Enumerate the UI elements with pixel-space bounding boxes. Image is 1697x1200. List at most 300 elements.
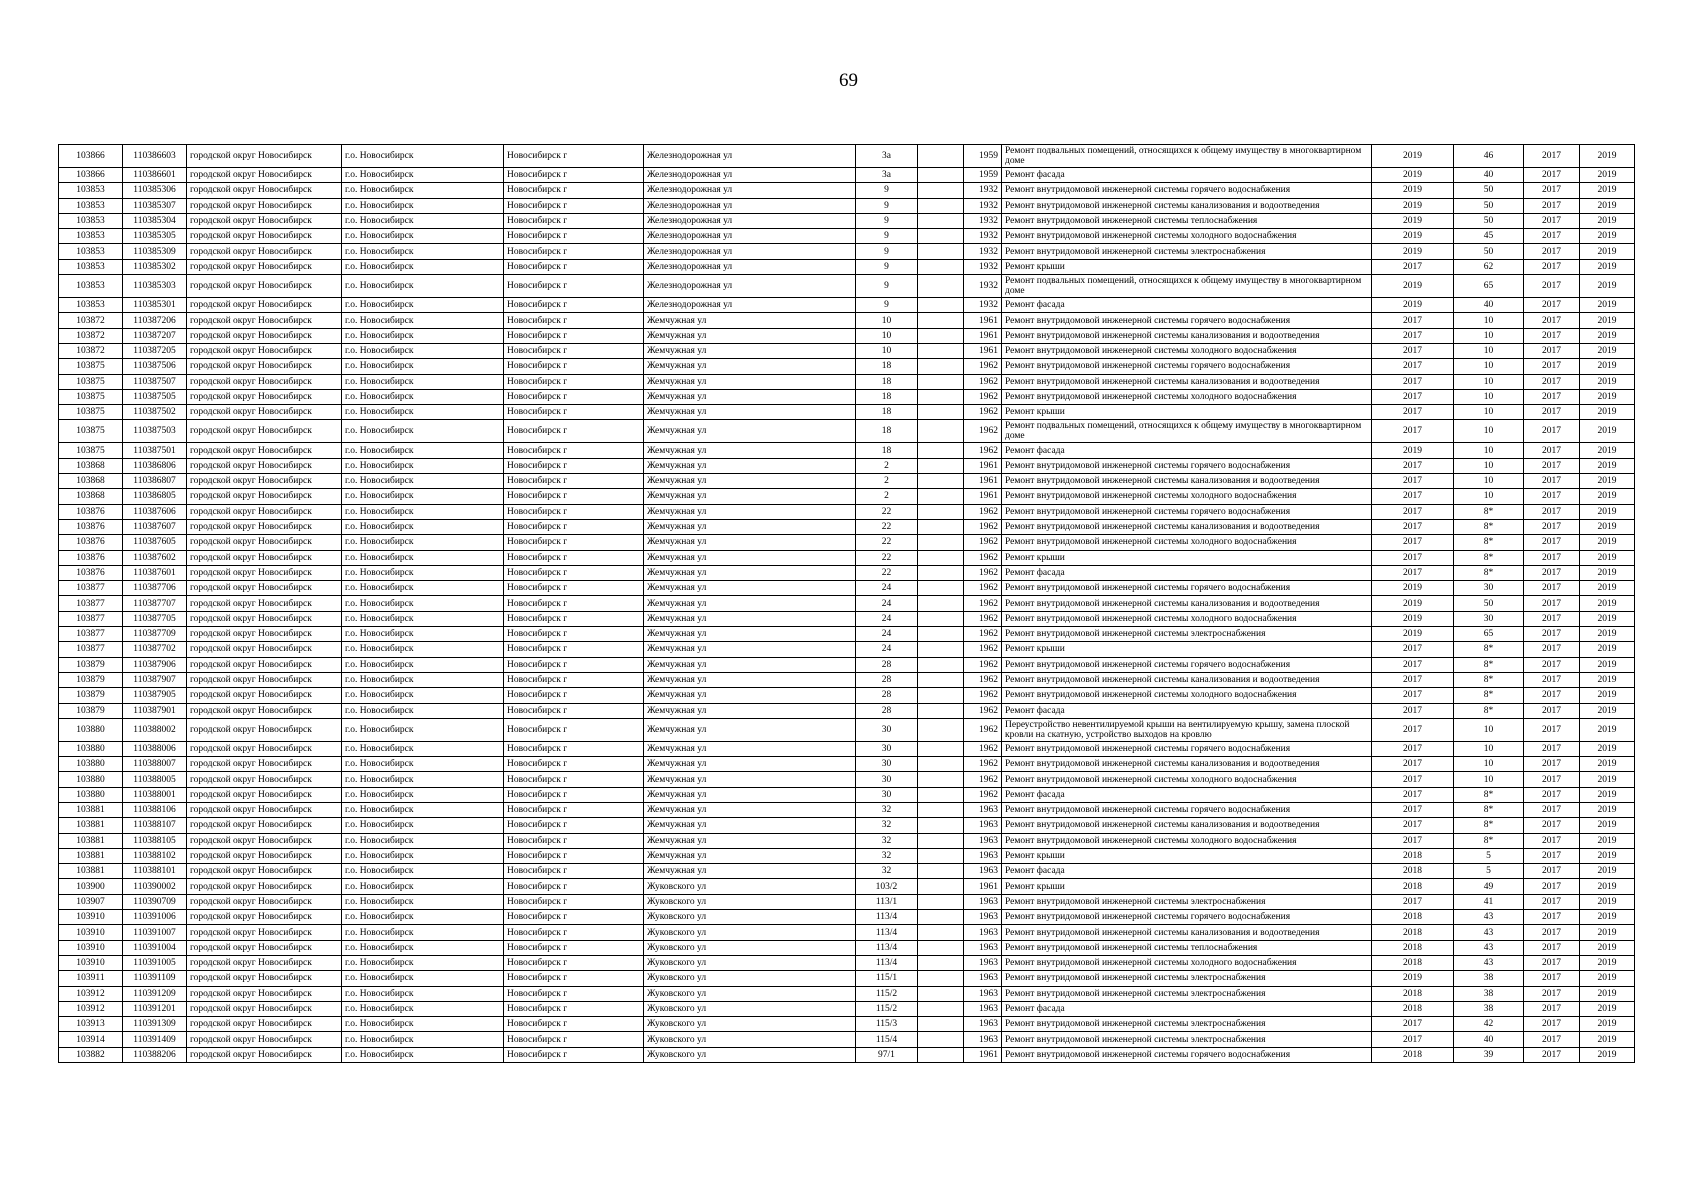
cell-house-id: 103876 xyxy=(59,565,123,580)
cell-element-id: 110391004 xyxy=(123,940,187,955)
cell-element-id: 110385303 xyxy=(123,275,187,298)
cell-work-type: Ремонт крыши xyxy=(1002,259,1372,274)
cell-house-number: 10 xyxy=(856,313,918,328)
cell-building xyxy=(918,955,964,970)
cell-element-id: 110387207 xyxy=(123,328,187,343)
cell-period-start: 2017 xyxy=(1524,940,1580,955)
cell-house-id: 103912 xyxy=(59,986,123,1001)
cell-period-start: 2017 xyxy=(1524,596,1580,611)
cell-settlement: г.о. Новосибирск xyxy=(342,833,504,848)
cell-work-type: Ремонт внутридомовой инженерной системы горячего водоснабжения xyxy=(1002,313,1372,328)
cell-year-built: 1963 xyxy=(964,955,1002,970)
cell-house-number: 2 xyxy=(856,458,918,473)
cell-year-built: 1961 xyxy=(964,328,1002,343)
cell-period-end: 2019 xyxy=(1580,925,1635,940)
cell-house-number: 24 xyxy=(856,596,918,611)
table-row xyxy=(59,183,1635,198)
cell-municipality: городской округ Новосибирск xyxy=(187,894,342,909)
cell-element-id: 110390709 xyxy=(123,894,187,909)
cell-year-built: 1932 xyxy=(964,198,1002,213)
cell-building xyxy=(918,802,964,817)
cell-element-id: 110387702 xyxy=(123,642,187,657)
cell-wear-percent: 39 xyxy=(1454,1047,1524,1062)
cell-settlement: г.о. Новосибирск xyxy=(342,1032,504,1047)
cell-building xyxy=(918,213,964,228)
cell-house-id: 103876 xyxy=(59,504,123,519)
cell-house-number: 113/4 xyxy=(856,955,918,970)
cell-city: Новосибирск г xyxy=(504,313,644,328)
cell-house-id: 103879 xyxy=(59,703,123,718)
cell-period-end: 2019 xyxy=(1580,275,1635,298)
cell-house-number: 30 xyxy=(856,741,918,756)
table-row xyxy=(59,879,1635,894)
cell-element-id: 110386603 xyxy=(123,145,187,168)
table-row xyxy=(59,833,1635,848)
cell-work-type: Ремонт подвальных помещений, относящихся к общему имуществу в многоквартирном доме xyxy=(1002,145,1372,168)
cell-house-number: 10 xyxy=(856,343,918,358)
cell-street: Железнодорожная ул xyxy=(644,298,856,313)
cell-settlement: г.о. Новосибирск xyxy=(342,313,504,328)
cell-wear-percent: 8* xyxy=(1454,642,1524,657)
cell-house-number: 113/4 xyxy=(856,940,918,955)
table-row xyxy=(59,611,1635,626)
cell-wear-percent: 8* xyxy=(1454,550,1524,565)
cell-work-type: Ремонт внутридомовой инженерной системы холодного водоснабжения xyxy=(1002,688,1372,703)
cell-building xyxy=(918,229,964,244)
cell-municipality: городской округ Новосибирск xyxy=(187,1047,342,1062)
table-row xyxy=(59,955,1635,970)
cell-building xyxy=(918,489,964,504)
cell-year-built: 1962 xyxy=(964,374,1002,389)
cell-municipality: городской округ Новосибирск xyxy=(187,1032,342,1047)
cell-municipality: городской округ Новосибирск xyxy=(187,328,342,343)
cell-work-type: Ремонт крыши xyxy=(1002,848,1372,863)
cell-building xyxy=(918,244,964,259)
cell-house-number: 18 xyxy=(856,420,918,443)
cell-planned-year: 2017 xyxy=(1372,259,1454,274)
cell-element-id: 110387901 xyxy=(123,703,187,718)
cell-period-start: 2017 xyxy=(1524,1047,1580,1062)
cell-work-type: Ремонт крыши xyxy=(1002,550,1372,565)
cell-planned-year: 2019 xyxy=(1372,229,1454,244)
table-row xyxy=(59,535,1635,550)
cell-house-number: 115/2 xyxy=(856,986,918,1001)
cell-street: Жемчужная ул xyxy=(644,657,856,672)
cell-settlement: г.о. Новосибирск xyxy=(342,550,504,565)
cell-period-start: 2017 xyxy=(1524,1017,1580,1032)
cell-work-type: Ремонт внутридомовой инженерной системы горячего водоснабжения xyxy=(1002,741,1372,756)
cell-period-start: 2017 xyxy=(1524,818,1580,833)
cell-planned-year: 2017 xyxy=(1372,1017,1454,1032)
cell-street: Железнодорожная ул xyxy=(644,168,856,183)
cell-planned-year: 2017 xyxy=(1372,343,1454,358)
cell-year-built: 1962 xyxy=(964,611,1002,626)
cell-street: Жемчужная ул xyxy=(644,504,856,519)
cell-wear-percent: 50 xyxy=(1454,183,1524,198)
cell-settlement: г.о. Новосибирск xyxy=(342,389,504,404)
cell-city: Новосибирск г xyxy=(504,275,644,298)
cell-wear-percent: 65 xyxy=(1454,275,1524,298)
cell-work-type: Ремонт внутридомовой инженерной системы канализования и водоотведения xyxy=(1002,198,1372,213)
cell-work-type: Ремонт внутридомовой инженерной системы горячего водоснабжения xyxy=(1002,581,1372,596)
cell-period-end: 2019 xyxy=(1580,642,1635,657)
cell-year-built: 1962 xyxy=(964,535,1002,550)
cell-work-type: Ремонт фасада xyxy=(1002,298,1372,313)
cell-settlement: г.о. Новосибирск xyxy=(342,474,504,489)
cell-municipality: городской округ Новосибирск xyxy=(187,374,342,389)
cell-planned-year: 2017 xyxy=(1372,405,1454,420)
cell-period-start: 2017 xyxy=(1524,565,1580,580)
cell-planned-year: 2019 xyxy=(1372,596,1454,611)
cell-period-start: 2017 xyxy=(1524,910,1580,925)
cell-period-start: 2017 xyxy=(1524,443,1580,458)
cell-planned-year: 2019 xyxy=(1372,627,1454,642)
cell-planned-year: 2019 xyxy=(1372,443,1454,458)
cell-settlement: г.о. Новосибирск xyxy=(342,818,504,833)
cell-period-start: 2017 xyxy=(1524,420,1580,443)
cell-settlement: г.о. Новосибирск xyxy=(342,458,504,473)
table-row xyxy=(59,374,1635,389)
cell-element-id: 110387502 xyxy=(123,405,187,420)
cell-element-id: 110390002 xyxy=(123,879,187,894)
table-row xyxy=(59,213,1635,228)
cell-planned-year: 2019 xyxy=(1372,971,1454,986)
cell-building xyxy=(918,940,964,955)
cell-year-built: 1959 xyxy=(964,168,1002,183)
cell-street: Жемчужная ул xyxy=(644,313,856,328)
cell-street: Жемчужная ул xyxy=(644,787,856,802)
cell-work-type: Ремонт внутридомовой инженерной системы холодного водоснабжения xyxy=(1002,772,1372,787)
cell-work-type: Ремонт внутридомовой инженерной системы теплоснабжения xyxy=(1002,213,1372,228)
cell-work-type: Ремонт внутридомовой инженерной системы холодного водоснабжения xyxy=(1002,229,1372,244)
capital-repair-table xyxy=(58,144,1635,1063)
cell-building xyxy=(918,848,964,863)
cell-period-end: 2019 xyxy=(1580,986,1635,1001)
table-row xyxy=(59,818,1635,833)
cell-period-start: 2017 xyxy=(1524,703,1580,718)
cell-wear-percent: 8* xyxy=(1454,703,1524,718)
cell-period-end: 2019 xyxy=(1580,298,1635,313)
cell-building xyxy=(918,971,964,986)
cell-house-number: 9 xyxy=(856,244,918,259)
cell-city: Новосибирск г xyxy=(504,894,644,909)
cell-building xyxy=(918,519,964,534)
cell-settlement: г.о. Новосибирск xyxy=(342,741,504,756)
cell-house-id: 103872 xyxy=(59,313,123,328)
cell-city: Новосибирск г xyxy=(504,374,644,389)
cell-house-id: 103881 xyxy=(59,848,123,863)
table-row xyxy=(59,259,1635,274)
cell-house-number: 9 xyxy=(856,259,918,274)
cell-street: Жемчужная ул xyxy=(644,343,856,358)
cell-house-id: 103881 xyxy=(59,818,123,833)
cell-period-end: 2019 xyxy=(1580,596,1635,611)
cell-house-id: 103866 xyxy=(59,145,123,168)
table-row xyxy=(59,489,1635,504)
cell-house-id: 103875 xyxy=(59,405,123,420)
table-row xyxy=(59,688,1635,703)
cell-house-id: 103912 xyxy=(59,1001,123,1016)
cell-period-start: 2017 xyxy=(1524,802,1580,817)
cell-house-number: 113/4 xyxy=(856,910,918,925)
cell-street: Жемчужная ул xyxy=(644,443,856,458)
table-row xyxy=(59,802,1635,817)
cell-settlement: г.о. Новосибирск xyxy=(342,627,504,642)
cell-period-start: 2017 xyxy=(1524,718,1580,741)
cell-city: Новосибирск г xyxy=(504,910,644,925)
cell-street: Жуковского ул xyxy=(644,1017,856,1032)
cell-building xyxy=(918,1017,964,1032)
cell-element-id: 110388206 xyxy=(123,1047,187,1062)
cell-planned-year: 2019 xyxy=(1372,145,1454,168)
table-row xyxy=(59,741,1635,756)
cell-building xyxy=(918,328,964,343)
cell-wear-percent: 10 xyxy=(1454,757,1524,772)
table-row xyxy=(59,405,1635,420)
cell-street: Жемчужная ул xyxy=(644,581,856,596)
cell-building xyxy=(918,894,964,909)
cell-planned-year: 2018 xyxy=(1372,910,1454,925)
cell-city: Новосибирск г xyxy=(504,443,644,458)
cell-street: Железнодорожная ул xyxy=(644,275,856,298)
cell-element-id: 110387706 xyxy=(123,581,187,596)
cell-element-id: 110388002 xyxy=(123,718,187,741)
cell-period-end: 2019 xyxy=(1580,772,1635,787)
cell-building xyxy=(918,1047,964,1062)
cell-settlement: г.о. Новосибирск xyxy=(342,343,504,358)
cell-settlement: г.о. Новосибирск xyxy=(342,420,504,443)
cell-house-number: 28 xyxy=(856,688,918,703)
cell-work-type: Ремонт внутридомовой инженерной системы теплоснабжения xyxy=(1002,940,1372,955)
cell-wear-percent: 8* xyxy=(1454,802,1524,817)
cell-work-type: Переустройство невентилируемой крыши на вентилируемую крышу, замена плоской кровли на скатную, устройство выходов на кровлю xyxy=(1002,718,1372,741)
cell-house-number: 115/1 xyxy=(856,971,918,986)
cell-year-built: 1963 xyxy=(964,1032,1002,1047)
cell-wear-percent: 65 xyxy=(1454,627,1524,642)
table-row xyxy=(59,657,1635,672)
cell-house-number: 24 xyxy=(856,611,918,626)
cell-period-end: 2019 xyxy=(1580,168,1635,183)
cell-work-type: Ремонт внутридомовой инженерной системы канализования и водоотведения xyxy=(1002,328,1372,343)
cell-municipality: городской округ Новосибирск xyxy=(187,420,342,443)
cell-house-number: 22 xyxy=(856,535,918,550)
cell-city: Новосибирск г xyxy=(504,657,644,672)
table-row xyxy=(59,627,1635,642)
cell-municipality: городской округ Новосибирск xyxy=(187,757,342,772)
cell-element-id: 110387505 xyxy=(123,389,187,404)
cell-settlement: г.о. Новосибирск xyxy=(342,596,504,611)
cell-work-type: Ремонт подвальных помещений, относящихся к общему имуществу в многоквартирном доме xyxy=(1002,275,1372,298)
cell-planned-year: 2018 xyxy=(1372,848,1454,863)
cell-building xyxy=(918,343,964,358)
cell-year-built: 1962 xyxy=(964,389,1002,404)
cell-period-start: 2017 xyxy=(1524,833,1580,848)
cell-municipality: городской округ Новосибирск xyxy=(187,359,342,374)
cell-city: Новосибирск г xyxy=(504,145,644,168)
cell-municipality: городской округ Новосибирск xyxy=(187,627,342,642)
cell-settlement: г.о. Новосибирск xyxy=(342,910,504,925)
cell-city: Новосибирск г xyxy=(504,971,644,986)
cell-element-id: 110385306 xyxy=(123,183,187,198)
cell-municipality: городской округ Новосибирск xyxy=(187,718,342,741)
cell-period-end: 2019 xyxy=(1580,519,1635,534)
cell-street: Жемчужная ул xyxy=(644,741,856,756)
cell-settlement: г.о. Новосибирск xyxy=(342,864,504,879)
cell-planned-year: 2018 xyxy=(1372,879,1454,894)
cell-element-id: 110391007 xyxy=(123,925,187,940)
cell-period-start: 2017 xyxy=(1524,925,1580,940)
cell-municipality: городской округ Новосибирск xyxy=(187,389,342,404)
cell-work-type: Ремонт внутридомовой инженерной системы горячего водоснабжения xyxy=(1002,1047,1372,1062)
cell-planned-year: 2019 xyxy=(1372,275,1454,298)
cell-wear-percent: 8* xyxy=(1454,565,1524,580)
cell-work-type: Ремонт внутридомовой инженерной системы электроснабжения xyxy=(1002,971,1372,986)
cell-work-type: Ремонт внутридомовой инженерной системы электроснабжения xyxy=(1002,627,1372,642)
cell-element-id: 110387602 xyxy=(123,550,187,565)
cell-year-built: 1962 xyxy=(964,672,1002,687)
cell-period-start: 2017 xyxy=(1524,489,1580,504)
cell-house-number: 30 xyxy=(856,772,918,787)
cell-house-id: 103910 xyxy=(59,925,123,940)
cell-municipality: городской округ Новосибирск xyxy=(187,259,342,274)
table-body xyxy=(59,145,1635,1063)
cell-street: Железнодорожная ул xyxy=(644,213,856,228)
cell-city: Новосибирск г xyxy=(504,703,644,718)
cell-work-type: Ремонт внутридомовой инженерной системы канализования и водоотведения xyxy=(1002,596,1372,611)
cell-period-start: 2017 xyxy=(1524,198,1580,213)
cell-wear-percent: 8* xyxy=(1454,504,1524,519)
cell-work-type: Ремонт внутридомовой инженерной системы канализования и водоотведения xyxy=(1002,374,1372,389)
cell-street: Железнодорожная ул xyxy=(644,259,856,274)
cell-period-start: 2017 xyxy=(1524,971,1580,986)
cell-period-end: 2019 xyxy=(1580,443,1635,458)
cell-building xyxy=(918,757,964,772)
cell-year-built: 1963 xyxy=(964,986,1002,1001)
cell-house-number: 18 xyxy=(856,389,918,404)
cell-street: Железнодорожная ул xyxy=(644,198,856,213)
cell-city: Новосибирск г xyxy=(504,328,644,343)
cell-house-number: 9 xyxy=(856,275,918,298)
cell-street: Жемчужная ул xyxy=(644,420,856,443)
cell-period-start: 2017 xyxy=(1524,535,1580,550)
cell-work-type: Ремонт внутридомовой инженерной системы горячего водоснабжения xyxy=(1002,504,1372,519)
cell-building xyxy=(918,420,964,443)
cell-element-id: 110385302 xyxy=(123,259,187,274)
cell-work-type: Ремонт внутридомовой инженерной системы канализования и водоотведения xyxy=(1002,474,1372,489)
cell-street: Жемчужная ул xyxy=(644,374,856,389)
cell-planned-year: 2018 xyxy=(1372,1001,1454,1016)
cell-period-end: 2019 xyxy=(1580,359,1635,374)
cell-planned-year: 2018 xyxy=(1372,955,1454,970)
cell-wear-percent: 10 xyxy=(1454,313,1524,328)
cell-wear-percent: 10 xyxy=(1454,374,1524,389)
cell-city: Новосибирск г xyxy=(504,864,644,879)
cell-period-start: 2017 xyxy=(1524,1032,1580,1047)
cell-settlement: г.о. Новосибирск xyxy=(342,787,504,802)
cell-work-type: Ремонт внутридомовой инженерной системы холодного водоснабжения xyxy=(1002,955,1372,970)
cell-planned-year: 2018 xyxy=(1372,1047,1454,1062)
cell-house-id: 103882 xyxy=(59,1047,123,1062)
cell-house-id: 103877 xyxy=(59,581,123,596)
cell-period-end: 2019 xyxy=(1580,879,1635,894)
cell-element-id: 110387205 xyxy=(123,343,187,358)
cell-street: Жемчужная ул xyxy=(644,757,856,772)
cell-municipality: городской округ Новосибирск xyxy=(187,910,342,925)
cell-year-built: 1962 xyxy=(964,657,1002,672)
cell-planned-year: 2017 xyxy=(1372,550,1454,565)
cell-house-id: 103868 xyxy=(59,458,123,473)
table-row xyxy=(59,550,1635,565)
cell-city: Новосибирск г xyxy=(504,879,644,894)
cell-building xyxy=(918,565,964,580)
cell-period-end: 2019 xyxy=(1580,550,1635,565)
cell-period-end: 2019 xyxy=(1580,818,1635,833)
cell-municipality: городской округ Новосибирск xyxy=(187,672,342,687)
cell-year-built: 1963 xyxy=(964,833,1002,848)
table-row xyxy=(59,940,1635,955)
table-row xyxy=(59,672,1635,687)
cell-work-type: Ремонт внутридомовой инженерной системы электроснабжения xyxy=(1002,1032,1372,1047)
cell-element-id: 110391201 xyxy=(123,1001,187,1016)
cell-settlement: г.о. Новосибирск xyxy=(342,925,504,940)
table-row xyxy=(59,581,1635,596)
cell-year-built: 1932 xyxy=(964,183,1002,198)
cell-wear-percent: 8* xyxy=(1454,657,1524,672)
cell-city: Новосибирск г xyxy=(504,405,644,420)
cell-period-end: 2019 xyxy=(1580,565,1635,580)
cell-house-number: 30 xyxy=(856,718,918,741)
cell-planned-year: 2018 xyxy=(1372,940,1454,955)
cell-street: Жемчужная ул xyxy=(644,818,856,833)
cell-wear-percent: 10 xyxy=(1454,772,1524,787)
cell-street: Жемчужная ул xyxy=(644,489,856,504)
cell-settlement: г.о. Новосибирск xyxy=(342,374,504,389)
cell-planned-year: 2017 xyxy=(1372,657,1454,672)
cell-year-built: 1962 xyxy=(964,405,1002,420)
cell-period-end: 2019 xyxy=(1580,657,1635,672)
cell-street: Жемчужная ул xyxy=(644,864,856,879)
cell-planned-year: 2017 xyxy=(1372,818,1454,833)
cell-planned-year: 2017 xyxy=(1372,474,1454,489)
cell-element-id: 110385307 xyxy=(123,198,187,213)
cell-element-id: 110391109 xyxy=(123,971,187,986)
cell-year-built: 1962 xyxy=(964,420,1002,443)
cell-wear-percent: 10 xyxy=(1454,389,1524,404)
cell-period-start: 2017 xyxy=(1524,741,1580,756)
cell-house-id: 103877 xyxy=(59,611,123,626)
cell-building xyxy=(918,772,964,787)
cell-element-id: 110387601 xyxy=(123,565,187,580)
cell-street: Жуковского ул xyxy=(644,986,856,1001)
cell-wear-percent: 8* xyxy=(1454,519,1524,534)
cell-house-id: 103876 xyxy=(59,550,123,565)
cell-settlement: г.о. Новосибирск xyxy=(342,405,504,420)
cell-element-id: 110387607 xyxy=(123,519,187,534)
cell-city: Новосибирск г xyxy=(504,244,644,259)
table-row xyxy=(59,925,1635,940)
cell-element-id: 110388101 xyxy=(123,864,187,879)
cell-work-type: Ремонт внутридомовой инженерной системы холодного водоснабжения xyxy=(1002,833,1372,848)
cell-period-end: 2019 xyxy=(1580,802,1635,817)
cell-work-type: Ремонт внутридомовой инженерной системы канализования и водоотведения xyxy=(1002,925,1372,940)
cell-work-type: Ремонт внутридомовой инженерной системы канализования и водоотведения xyxy=(1002,672,1372,687)
cell-city: Новосибирск г xyxy=(504,1047,644,1062)
cell-period-start: 2017 xyxy=(1524,581,1580,596)
cell-year-built: 1962 xyxy=(964,787,1002,802)
cell-street: Жемчужная ул xyxy=(644,474,856,489)
cell-planned-year: 2017 xyxy=(1372,328,1454,343)
cell-house-id: 103866 xyxy=(59,168,123,183)
